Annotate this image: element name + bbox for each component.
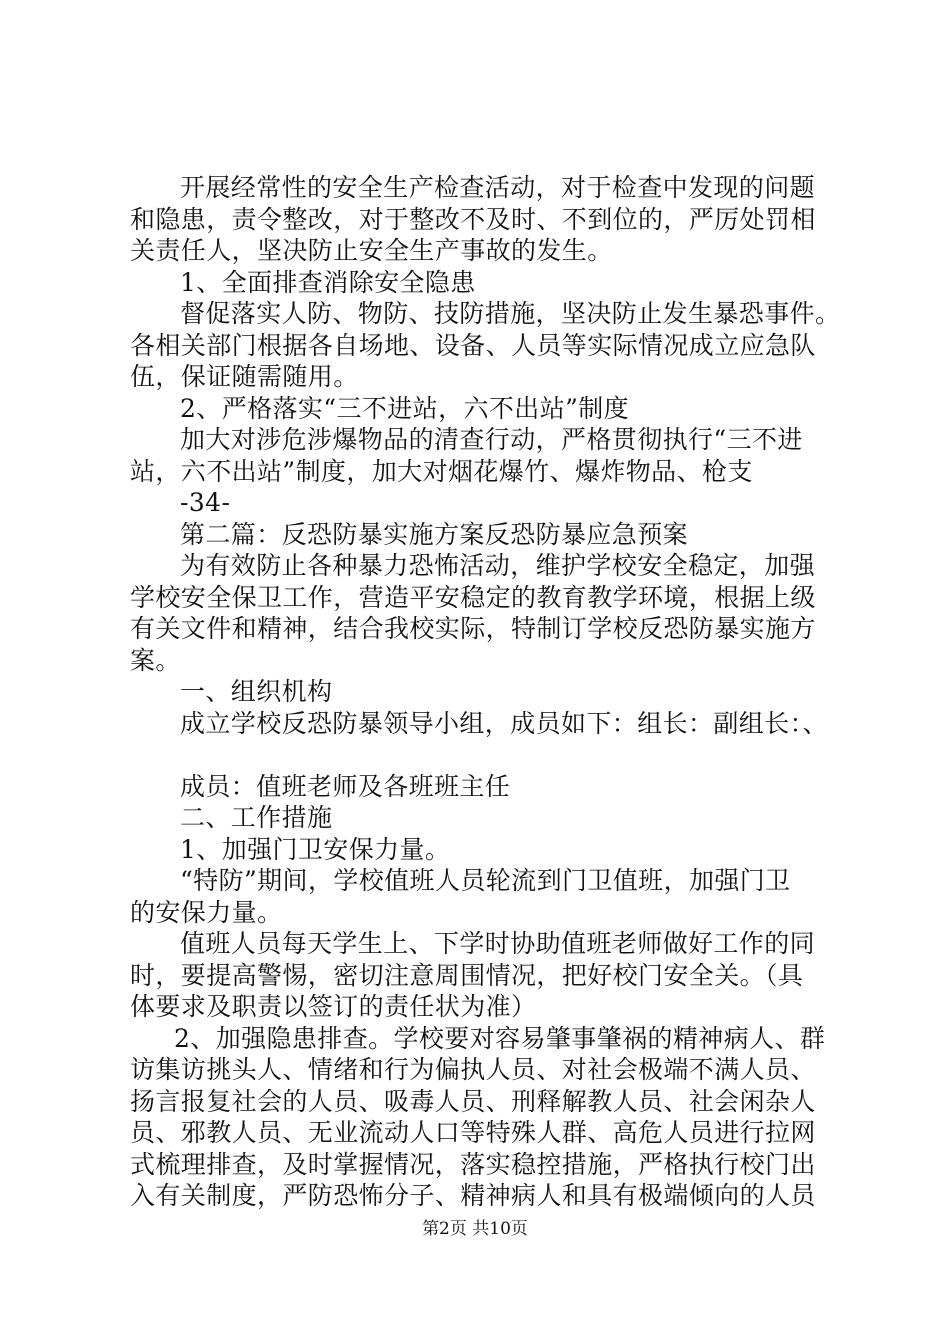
text-line: 1、加强门卫安保力量。 (180, 834, 451, 864)
text-line: 1、全面排查消除安全隐患 (180, 267, 476, 297)
text-line: -34- (180, 488, 231, 517)
text-line: 访集访挑头人、情绪和行为偏执人员、对社会极端不满人员、 (130, 1055, 816, 1084)
page-footer: 第2页 共10页 (422, 1219, 528, 1239)
text-line: 督促落实人防、物防、技防措施，坚决防止发生暴恐事件。 (180, 299, 841, 328)
document-body (130, 172, 841, 1212)
text-line: 学校安全保卫工作，营造平安稳定的教育教学环境，根据上级 (130, 582, 816, 612)
text-line: 体要求及职责以签订的责任状为准） (130, 992, 537, 1021)
text-line: 的安保力量。 (130, 897, 283, 927)
text-line: 和隐患，责令整改，对于整改不及时、不到位的，严厉处罚相 (130, 204, 816, 234)
text-line: 开展经常性的安全生产检查活动，对于检查中发现的问题 (180, 173, 816, 202)
text-line: 式梳理排查，及时掌握情况，落实稳控措施，严格执行校门出 (130, 1149, 816, 1179)
text-line: 成立学校反恐防暴领导小组，成员如下：组长：副组长：、 (180, 708, 828, 738)
text-line: 为有效防止各种暴力恐怖活动，维护学校安全稳定，加强 (180, 551, 816, 580)
text-line: 值班人员每天学生上、下学时协助值班老师做好工作的同 (180, 929, 816, 958)
text-line: 关责任人，坚决防止安全生产事故的发生。 (130, 236, 613, 265)
text-line: 案。 (130, 645, 181, 675)
text-line: “特防”期间，学校值班人员轮流到门卫值班，加强门卫 (180, 866, 791, 895)
text-line: 入有关制度，严防恐怖分子、精神病人和具有极端倾向的人员 (130, 1181, 816, 1210)
text-line: 二、工作措施 (180, 803, 333, 832)
text-line: 成员：值班老师及各班班主任 (180, 771, 511, 801)
text-line: 时，要提高警惕，密切注意周围情况，把好校门安全关。（具 (130, 960, 804, 990)
text-line: 站，六不出站”制度，加大对烟花爆竹、爆炸物品、枪支 (130, 456, 753, 486)
blank-line (130, 739, 835, 771)
text-line: 伍，保证随需随用。 (130, 362, 359, 391)
text-line: 2、加强隐患排查。学校要对容易肇事肇祸的精神病人、群 (174, 1023, 826, 1053)
text-line: 扬言报复社会的人员、吸毒人员、刑释解教人员、社会闲杂人 (130, 1086, 816, 1116)
text-line: 各相关部门根据各自场地、设备、人员等实际情况成立应急队 (130, 330, 816, 360)
text-line: 第二篇：反恐防暴实施方案反恐防暴应急预案 (180, 519, 689, 549)
text-line: 2、严格落实“三不进站，六不出站”制度 (180, 393, 630, 423)
text-line: 有关文件和精神，结合我校实际，特制订学校反恐防暴实施方 (130, 614, 816, 643)
text-line: 一、组织机构 (180, 677, 333, 706)
text-line: 员、邪教人员、无业流动人口等特殊人群、高危人员进行拉网 (130, 1118, 816, 1147)
text-line: 加大对涉危涉爆物品的清查行动，严格贯彻执行“三不进 (180, 425, 803, 454)
